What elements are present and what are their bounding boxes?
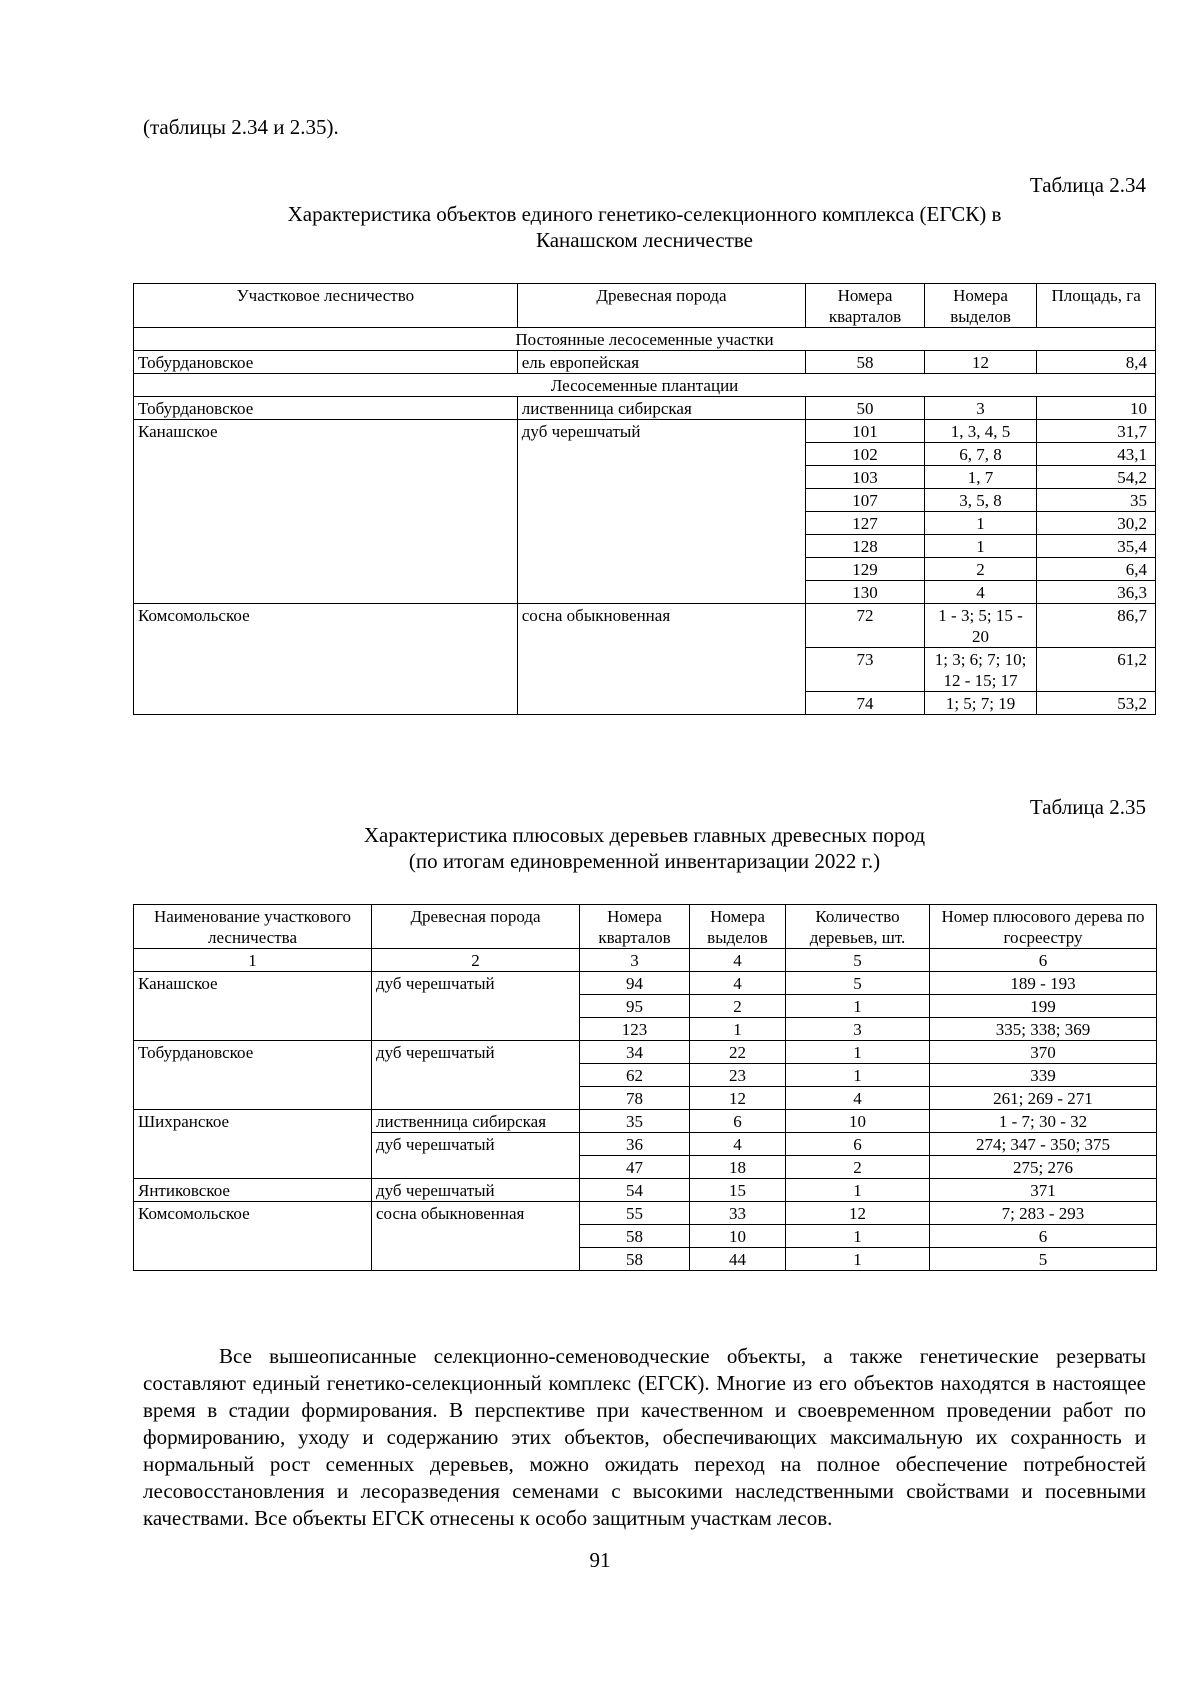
- cell-district: Комсомольское: [134, 1202, 372, 1271]
- cell-quarter: 50: [806, 397, 925, 420]
- cell-plot: 1: [924, 535, 1036, 558]
- cell-quarter: 47: [580, 1156, 690, 1179]
- table2-title-line1: Характеристика плюсовых деревьев главных древесных пород: [363, 823, 926, 847]
- cell-district: Шихранское: [134, 1110, 372, 1179]
- cell-plot: 12: [924, 351, 1036, 374]
- column-number: 6: [930, 949, 1157, 972]
- cell-quarter: 101: [806, 420, 925, 443]
- table-row: [134, 351, 1156, 374]
- cell-registry: 199: [930, 995, 1157, 1018]
- cell-quarter: 72: [806, 604, 925, 648]
- cell-quarter: 128: [806, 535, 925, 558]
- cell-quarter: 54: [580, 1179, 690, 1202]
- cell-species: дуб черешчатый: [372, 1179, 580, 1202]
- cell-plot: 12: [690, 1087, 786, 1110]
- cell-district: Янтиковское: [134, 1179, 372, 1202]
- cell-area: 30,2: [1037, 512, 1156, 535]
- cell-plot: 10: [690, 1225, 786, 1248]
- table2: [133, 904, 1157, 1271]
- cell-plot: 23: [690, 1064, 786, 1087]
- column-number: 1: [134, 949, 372, 972]
- cell-district: Тобурдановское: [134, 351, 518, 374]
- cell-species: ель европейская: [517, 351, 805, 374]
- table2-header-row: [134, 905, 1157, 949]
- cell-count: 6: [786, 1133, 930, 1156]
- cell-quarter: 36: [580, 1133, 690, 1156]
- column-number: 3: [580, 949, 690, 972]
- cell-plot: 6: [690, 1110, 786, 1133]
- cell-area: 53,2: [1037, 692, 1156, 715]
- cell-registry: 1 - 7; 30 - 32: [930, 1110, 1157, 1133]
- table1-section-row: [134, 328, 1156, 351]
- cell-plot: 1: [924, 512, 1036, 535]
- cell-area: 10: [1037, 397, 1156, 420]
- cell-quarter: 107: [806, 489, 925, 512]
- cell-count: 4: [786, 1087, 930, 1110]
- cell-plot: 1: [690, 1018, 786, 1041]
- cell-count: 12: [786, 1202, 930, 1225]
- table1-label: Таблица 2.34: [1029, 173, 1146, 197]
- cell-quarter: 103: [806, 466, 925, 489]
- cell-count: 1: [786, 1225, 930, 1248]
- cell-quarter: 95: [580, 995, 690, 1018]
- table2-title-line2: (по итогам единовременной инвентаризации 2022 г.): [408, 849, 881, 873]
- column-number: 2: [372, 949, 580, 972]
- cell-area: 61,2: [1037, 648, 1156, 692]
- table1-header-plot: Номера выделов: [924, 284, 1036, 328]
- cell-species: дуб черешчатый: [517, 420, 805, 604]
- cell-area: 35: [1037, 489, 1156, 512]
- cell-plot: 33: [690, 1202, 786, 1225]
- cell-registry: 371: [930, 1179, 1157, 1202]
- table2-header-district: Наименование участкового лесничества: [134, 905, 372, 949]
- cell-quarter: 58: [580, 1248, 690, 1271]
- table2-header-registry: Номер плюсового дерева по госреестру: [930, 905, 1157, 949]
- cell-species: лиственница сибирская: [517, 397, 805, 420]
- table1-section-plantations: Лесосеменные плантации: [134, 374, 1156, 397]
- cell-area: 8,4: [1037, 351, 1156, 374]
- table2-label: Таблица 2.35: [1029, 795, 1146, 819]
- table1-header-quarter: Номера кварталов: [806, 284, 925, 328]
- cell-area: 6,4: [1037, 558, 1156, 581]
- cell-quarter: 94: [580, 972, 690, 995]
- column-number: 4: [690, 949, 786, 972]
- table2-header-plot: Номера выделов: [690, 905, 786, 949]
- cell-quarter: 58: [806, 351, 925, 374]
- table1-title-line2: Канашском лесничестве: [535, 228, 753, 252]
- cell-district: Тобурдановское: [134, 1041, 372, 1110]
- table1-header-district: Участковое лесничество: [134, 284, 518, 328]
- cell-quarter: 102: [806, 443, 925, 466]
- cell-area: 86,7: [1037, 604, 1156, 648]
- cell-area: 31,7: [1037, 420, 1156, 443]
- cell-registry: 7; 283 - 293: [930, 1202, 1157, 1225]
- table2-column-number-row: [134, 949, 1157, 972]
- cell-area: 54,2: [1037, 466, 1156, 489]
- cell-quarter: 78: [580, 1087, 690, 1110]
- cell-registry: 335; 338; 369: [930, 1018, 1157, 1041]
- table1-title-line1: Характеристика объектов единого генетико-селекционного комплекса (ЕГСК) в: [287, 202, 1002, 226]
- cell-registry: 339: [930, 1064, 1157, 1087]
- cell-count: 1: [786, 1179, 930, 1202]
- intro-text: (таблицы 2.34 и 2.35).: [143, 115, 339, 139]
- cell-quarter: 55: [580, 1202, 690, 1225]
- cell-count: 5: [786, 972, 930, 995]
- cell-quarter: 73: [806, 648, 925, 692]
- cell-species: дуб черешчатый: [372, 1041, 580, 1110]
- table-row: [134, 420, 1156, 443]
- cell-count: 3: [786, 1018, 930, 1041]
- cell-quarter: 129: [806, 558, 925, 581]
- cell-plot: 3: [924, 397, 1036, 420]
- cell-plot: 1; 5; 7; 19: [924, 692, 1036, 715]
- table1-title: [143, 201, 1146, 253]
- table-row: [134, 1202, 1157, 1225]
- cell-plot: 6, 7, 8: [924, 443, 1036, 466]
- column-number: 5: [786, 949, 930, 972]
- table1-header-area: Площадь, га: [1037, 284, 1156, 328]
- cell-registry: 274; 347 - 350; 375: [930, 1133, 1157, 1156]
- cell-plot: 1 - 3; 5; 15 - 20: [924, 604, 1036, 648]
- cell-plot: 4: [690, 972, 786, 995]
- cell-area: 36,3: [1037, 581, 1156, 604]
- cell-quarter: 123: [580, 1018, 690, 1041]
- table-row: [134, 1179, 1157, 1202]
- table2-title: [143, 822, 1146, 874]
- cell-plot: 22: [690, 1041, 786, 1064]
- cell-quarter: 130: [806, 581, 925, 604]
- cell-district: Канашское: [134, 972, 372, 1041]
- table-row: [134, 1041, 1157, 1064]
- cell-quarter: 58: [580, 1225, 690, 1248]
- cell-count: 1: [786, 995, 930, 1018]
- cell-district: Тобурдановское: [134, 397, 518, 420]
- cell-registry: 5: [930, 1248, 1157, 1271]
- table-row: [134, 1110, 1157, 1133]
- cell-plot: 15: [690, 1179, 786, 1202]
- cell-district: Комсомольское: [134, 604, 518, 715]
- cell-plot: 2: [924, 558, 1036, 581]
- table2-header-quarter: Номера кварталов: [580, 905, 690, 949]
- cell-plot: 4: [690, 1133, 786, 1156]
- cell-plot: 1; 3; 6; 7; 10; 12 - 15; 17: [924, 648, 1036, 692]
- cell-quarter: 74: [806, 692, 925, 715]
- cell-quarter: 34: [580, 1041, 690, 1064]
- cell-count: 10: [786, 1110, 930, 1133]
- table1-header-species: Древесная порода: [517, 284, 805, 328]
- cell-plot: 18: [690, 1156, 786, 1179]
- cell-quarter: 127: [806, 512, 925, 535]
- cell-plot: 1, 3, 4, 5: [924, 420, 1036, 443]
- cell-count: 2: [786, 1156, 930, 1179]
- cell-registry: 261; 269 - 271: [930, 1087, 1157, 1110]
- cell-count: 1: [786, 1041, 930, 1064]
- cell-district: Канашское: [134, 420, 518, 604]
- body-paragraph: Все вышеописанные селекционно-семеноводческие объекты, а также генетические резерваты составляют единый генетико-селекционный комплекс (ЕГСК). Многие из его объектов находятся в настоящее время в стадии формирования. В перспективе при качественном и своевременном проведении работ по формированию, уходу и содержанию этих объектов, обеспечивающих максимальную их сохранность и нормальный рост семенных деревьев, можно ожидать переход на полное обеспечение потребностей лесовосстановления и лесоразведения семенами с высокими наследственными свойствами и посевными качествами. Все объекты ЕГСК отнесены к особо защитным участкам лесов.: [143, 1344, 1146, 1530]
- cell-plot: 1, 7: [924, 466, 1036, 489]
- table-row: [134, 397, 1156, 420]
- cell-area: 43,1: [1037, 443, 1156, 466]
- cell-count: 1: [786, 1248, 930, 1271]
- cell-plot: 2: [690, 995, 786, 1018]
- cell-registry: 6: [930, 1225, 1157, 1248]
- table1-header-row: [134, 284, 1156, 328]
- cell-quarter: 62: [580, 1064, 690, 1087]
- cell-species: сосна обыкновенная: [372, 1202, 580, 1271]
- cell-species: сосна обыкновенная: [517, 604, 805, 715]
- table-row: [134, 972, 1157, 995]
- cell-plot: 3, 5, 8: [924, 489, 1036, 512]
- table-row: [134, 604, 1156, 648]
- cell-registry: 370: [930, 1041, 1157, 1064]
- cell-plot: 4: [924, 581, 1036, 604]
- table1-section-row: [134, 374, 1156, 397]
- cell-species: дуб черешчатый: [372, 972, 580, 1041]
- cell-quarter: 35: [580, 1110, 690, 1133]
- table2-header-count: Количество деревьев, шт.: [786, 905, 930, 949]
- cell-species: лиственница сибирская: [372, 1110, 580, 1133]
- table1: [133, 283, 1156, 715]
- table1-section-permanent: Постоянные лесосеменные участки: [134, 328, 1156, 351]
- cell-plot: 44: [690, 1248, 786, 1271]
- cell-species: дуб черешчатый: [372, 1133, 580, 1179]
- table2-header-species: Древесная порода: [372, 905, 580, 949]
- cell-registry: 189 - 193: [930, 972, 1157, 995]
- page-number: 91: [589, 1548, 611, 1572]
- cell-registry: 275; 276: [930, 1156, 1157, 1179]
- cell-count: 1: [786, 1064, 930, 1087]
- cell-area: 35,4: [1037, 535, 1156, 558]
